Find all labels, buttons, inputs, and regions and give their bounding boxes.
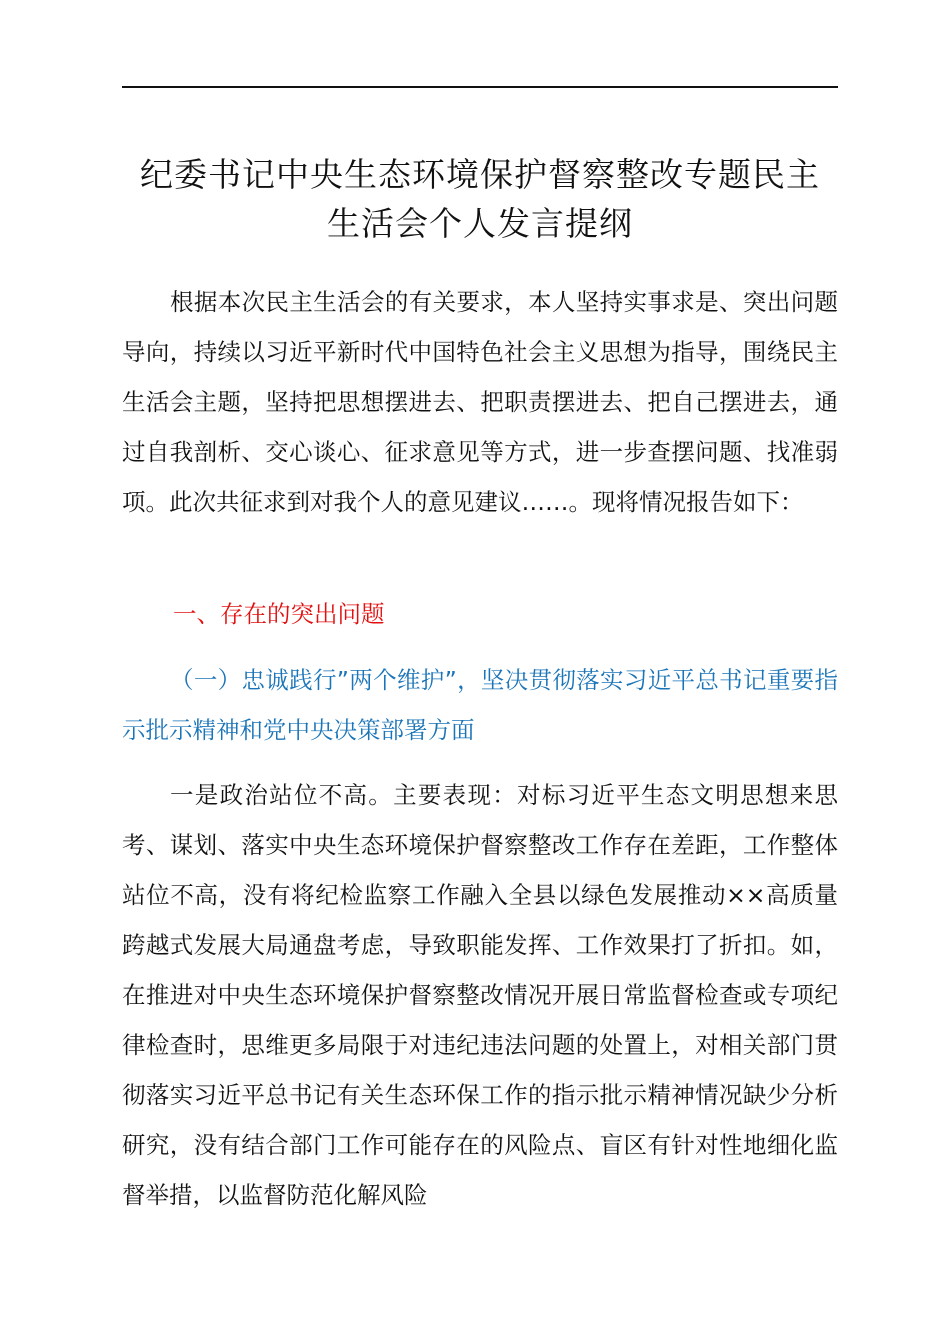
body-paragraph: 一是政治站位不高。主要表现：对标习近平生态文明思想来思考、谋划、落实中央生态环境保护督察整改工作存在差距，工作整体站位不高，没有将纪检监察工作融入全县以绿色发展推动××高质量跨越式发展大局通盘考虑，导致职能发挥、工作效果打了折扣。如，在推进对中央生态环境保护督察整改情况开展日常监督检查或专项纪律检查时，思维更多局限于对违纪违法问题的处置上，对相关部门贯彻落实习近平总书记有关生态环保工作的指示批示精神情况缺少分析研究，没有结合部门工作可能存在的风险点、盲区有针对性地细化监督举措，以监督防范化解风险 (122, 781, 838, 1209)
subsection-heading: （一）忠诚践行”两个维护”，坚决贯彻落实习近平总书记重要指示批示精神和党中央决策部署方面 (122, 666, 838, 744)
title-line-2: 生活会个人发言提纲 (327, 204, 633, 243)
title-line-1: 纪委书记中央生态环境保护督察整改专题民主 (140, 155, 820, 194)
header-rule (122, 86, 838, 88)
intro-paragraph: 根据本次民主生活会的有关要求，本人坚持实事求是、突出问题导向，持续以习近平新时代中国特色社会主义思想为指导，围绕民主生活会主题，坚持把思想摆进去、把职责摆进去、把自己摆进去，通过自我剖析、交心谈心、征求意见等方式，进一步查摆问题、找准弱项。此次共征求到对我个人的意见建议……。现将情况报告如下： (122, 288, 838, 516)
section-heading: 一、存在的突出问题 (173, 600, 385, 628)
document-title (122, 150, 838, 248)
